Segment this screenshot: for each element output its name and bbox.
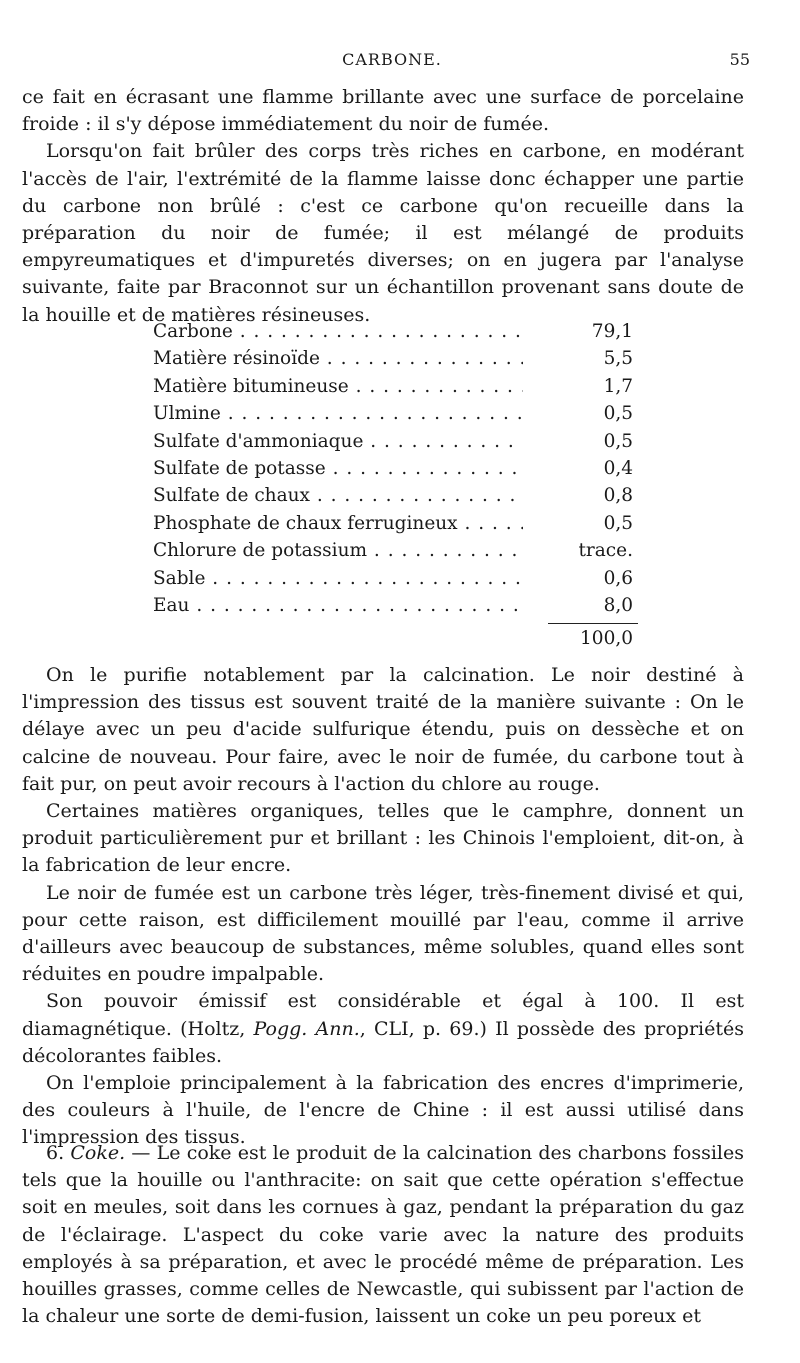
section-text: — Le coke est le produit de la calcination des charbons fossiles tels que la houille ou l'anthracite: on sait que cette opération s'effectue soit en meules, soit dans les cornues à gaz, pendant la préparation du gaz de l'éclairage. L'aspect du coke varie avec la nature des produits employés à sa préparation, et avec le procédé même de préparation. Les houilles grasses, comme celles de Newcastle, qui subissent par l'action de la chaleur une sorte de demi-fusion, laissent un coke un peu poreux et bbox=[22, 1142, 745, 1328]
component-label: Matière résinoïde . . . bbox=[153, 345, 523, 372]
analysis-row bbox=[153, 565, 633, 592]
component-value: 5,5 bbox=[598, 345, 633, 372]
analysis-table bbox=[153, 318, 633, 650]
component-label: Sulfate de potasse . . . bbox=[153, 455, 523, 482]
component-label: Carbone . . . bbox=[153, 318, 523, 345]
component-label: Chlorure de potassium . . . bbox=[153, 537, 523, 564]
page-header bbox=[22, 50, 750, 74]
component-label: Phosphate de chaux ferrugineux . . . bbox=[153, 510, 523, 537]
component-label: Sulfate d'ammoniaque . . . bbox=[153, 428, 523, 455]
component-label: Ulmine . . . bbox=[153, 400, 523, 427]
intro-text bbox=[22, 84, 744, 329]
component-value: 0,5 bbox=[598, 400, 633, 427]
section-number: 6. bbox=[46, 1142, 65, 1164]
component-value: 0,6 bbox=[598, 565, 633, 592]
main-text bbox=[22, 662, 744, 1152]
analysis-total: 100,0 bbox=[580, 628, 633, 650]
citation: Pogg. Ann. bbox=[253, 1017, 360, 1040]
component-value: 1,7 bbox=[598, 373, 633, 400]
analysis-row bbox=[153, 373, 633, 400]
paragraph: Lorsqu'on fait brûler des corps très riches en carbone, en modérant l'accès de l'air, l'extrémité de la flamme laisse donc échapper une partie du carbone non brûlé : c'est ce carbone qu'on recueille dans la préparation du noir de fumée; il est mélangé de produits empyreumatiques et d'impuretés diverses; on en jugera par l'analyse suivante, faite par Braconnot sur un échantillon provenant sans doute de la houille et de matières résineuses. bbox=[22, 140, 744, 326]
emissive-text-end: , CLI, p. 69.) Il possède des propriétés décolorantes faibles. bbox=[22, 1017, 745, 1067]
analysis-row bbox=[153, 318, 633, 345]
component-label: Sable . . . bbox=[153, 565, 523, 592]
running-title: CARBONE. bbox=[342, 50, 442, 69]
analysis-row bbox=[153, 482, 633, 509]
paragraph-coke bbox=[22, 1140, 744, 1330]
paragraph: On l'emploie principalement à la fabrication des encres d'imprimerie, des couleurs à l'huile, de l'encre de Chine : il est aussi utilisé dans l'impression des tissus. bbox=[22, 1072, 744, 1149]
section-heading: Coke. bbox=[70, 1142, 126, 1164]
component-value: 0,5 bbox=[598, 510, 633, 537]
component-value: 0,8 bbox=[598, 482, 633, 509]
paragraph-emissive bbox=[22, 988, 744, 1070]
analysis-row bbox=[153, 537, 633, 564]
paragraph: On le purifie notablement par la calcination. Le noir destiné à l'impression des tissus est souvent traité de la manière suivante : On le délaye avec un peu d'acide sulfurique étendu, puis on dessèche et on calcine de nouveau. Pour faire, avec le noir de fumée, du carbone tout à fait pur, on peut avoir recours à l'action du chlore au rouge. bbox=[22, 664, 744, 795]
analysis-row bbox=[153, 400, 633, 427]
emissive-text: Son pouvoir émissif est considérable et égal à 100. Il est diamagnétique. (Holtz, bbox=[22, 990, 744, 1040]
paragraph: ce fait en écrasant une flamme brillante avec une surface de porcelaine froide : il s'y dépose immédiatement du noir de fumée. bbox=[22, 86, 744, 136]
component-label: Eau . . . bbox=[153, 592, 523, 619]
component-value: 0,4 bbox=[598, 455, 633, 482]
paragraph: Certaines matières organiques, telles que le camphre, donnent un produit particulièrement pur et brillant : les Chinois l'emploient, dit-on, à la fabrication de leur encre. bbox=[22, 800, 744, 877]
page-number: 55 bbox=[729, 50, 750, 69]
analysis-row bbox=[153, 455, 633, 482]
component-value: 8,0 bbox=[598, 592, 633, 619]
component-value: 0,5 bbox=[598, 428, 633, 455]
component-label: Matière bitumineuse . . . bbox=[153, 373, 523, 400]
analysis-row bbox=[153, 428, 633, 455]
analysis-row bbox=[153, 345, 633, 372]
paragraph: Le noir de fumée est un carbone très léger, très-finement divisé et qui, pour cette raison, est difficilement mouillé par l'eau, comme il arrive d'ailleurs avec beaucoup de substances, même solubles, quand elles sont réduites en poudre impalpable. bbox=[22, 881, 744, 986]
analysis-row bbox=[153, 510, 633, 537]
component-value: trace. bbox=[573, 537, 634, 564]
coke-section bbox=[22, 1140, 744, 1330]
component-value: 79,1 bbox=[586, 318, 633, 345]
analysis-row bbox=[153, 592, 633, 619]
component-label: Sulfate de chaux . . . bbox=[153, 482, 523, 509]
total-rule bbox=[548, 623, 638, 624]
